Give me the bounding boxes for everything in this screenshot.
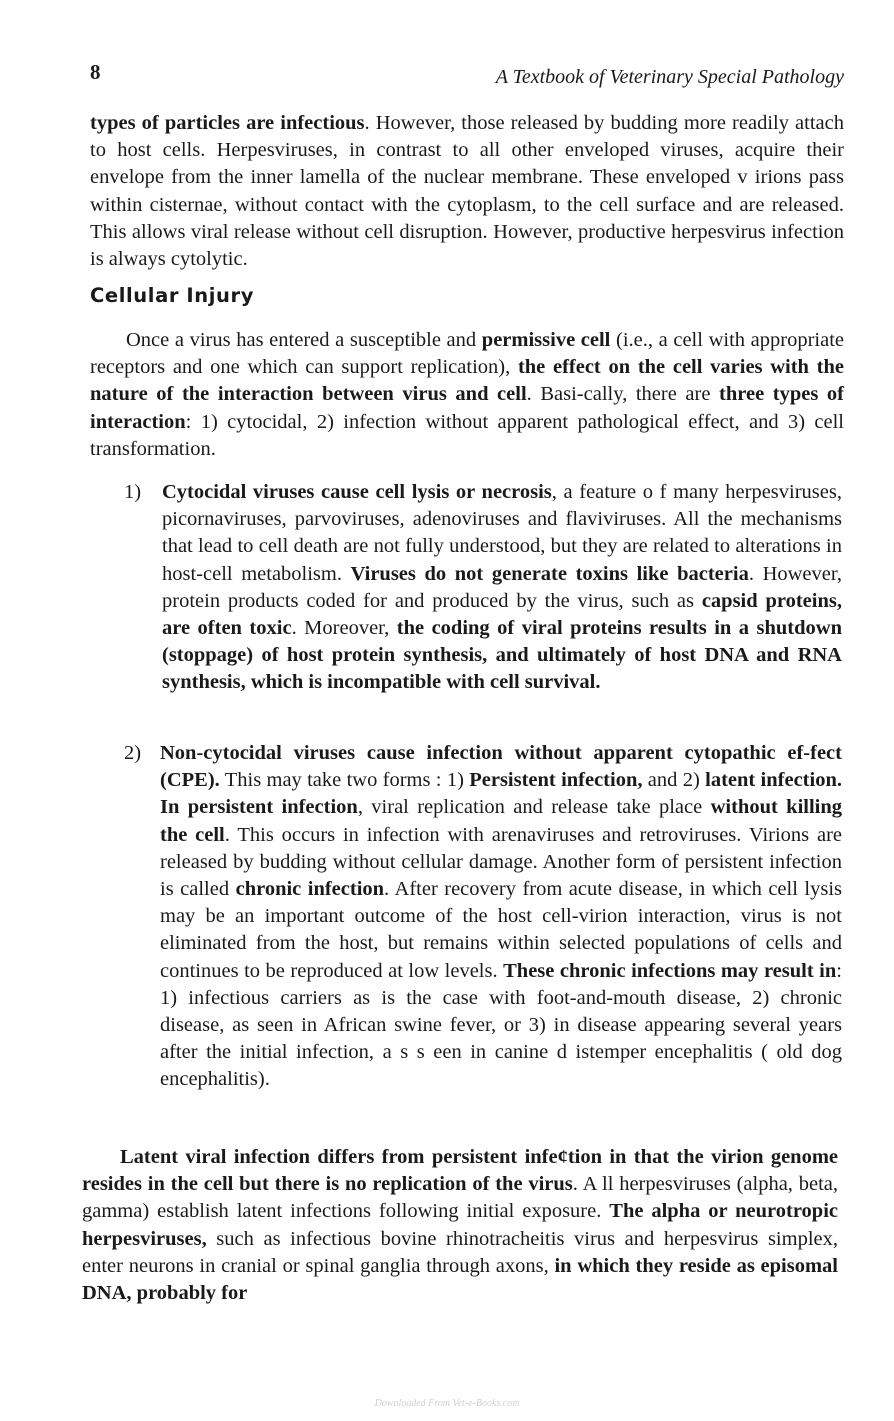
list-number: 1)	[124, 481, 142, 503]
bold-text-run: without killing the cell	[160, 796, 842, 846]
text-run: . Moreover,	[291, 617, 397, 640]
list-item-body	[162, 479, 842, 697]
text-run: : 1) cytocidal, 2) infection without apparent pathological effect, and 3) cell transformation.	[90, 410, 844, 460]
text-run: . However, protein products coded for and produced by the virus, such as	[162, 562, 843, 612]
bold-text-run: Persistent infection,	[469, 769, 643, 792]
page-number: 8	[90, 60, 101, 84]
text-run: such as infectious bovine rhinotracheitis virus and herpesvirus simplex, enter neurons in cranial or spinal ganglia through axons,	[82, 1227, 838, 1277]
download-watermark: Downloaded From Vet-e-Books.com	[374, 1398, 520, 1409]
bold-text-run: Viruses do not generate toxins like bacteria	[350, 562, 749, 585]
bold-text-run: Cytocidal viruses cause cell lysis or necrosis	[162, 481, 552, 503]
list-item-cytocidal	[124, 479, 844, 729]
latent-infection-paragraph	[82, 1144, 838, 1307]
text-run: , viral replication and release take place	[357, 796, 711, 819]
cellular-injury-paragraph	[90, 327, 844, 463]
bold-text-run: capsid proteins, are often toxic	[162, 589, 842, 640]
text-run: , a feature o f many herpesviruses, picornaviruses, parvoviruses, adenoviruses and flaviviruses. All the mechanisms that lead to cell death are not fully understood, but they are related to alterations in host-cell metabolism.	[162, 481, 842, 585]
bold-text-run: chronic infection	[235, 878, 385, 901]
bold-text-run: Latent viral infection differs from persistent infe¢tion in that the virion genome resides in the cell but there is no replication of the virus	[82, 1146, 838, 1196]
text-run: . A ll herpesviruses (alpha, beta, gamma) establish latent infections following initial exposure.	[82, 1173, 838, 1223]
list-item-body	[160, 740, 842, 1094]
text-run: . However, those released by budding more readily attach to host cells. Herpesviruses, in contrast to all other enveloped viruses, acquire their envelope from the inner lamella of the nuclear membrane. These enveloped v irions pass within cisternae, without contact with the cytoplasm, to the cell surface and are released. This allows viral release without cell disruption. However, productive herpesvirus infection is always cytolytic.	[90, 112, 844, 271]
list-number: 2)	[124, 742, 142, 764]
bold-text-run: latent infection. In persistent infection	[160, 769, 842, 819]
bold-text-run: permissive cell	[481, 329, 611, 351]
text-run: . This occurs in infection with arenaviruses and retroviruses. Virions are released by budding without cellular damage. Another form of persistent infection is called	[160, 823, 843, 901]
text-run: . Basi-cally, there are	[526, 383, 720, 406]
intro-paragraph	[90, 110, 844, 273]
bold-text-run: Non-cytocidal viruses cause infection without apparent cytopathic ef-fect (CPE).	[160, 742, 842, 792]
bold-text-run: three types of interaction	[90, 383, 844, 433]
section-heading: Cellular Injury	[90, 284, 255, 307]
bold-text-run: These chronic infections may result in	[503, 959, 837, 982]
text-run: . After recovery from acute disease, in which cell lysis may be an important outcome of the host cell-virion interaction, virus is not eliminated from the host, but remains within selected populations of cells and continues to be reproduced at low levels.	[160, 878, 842, 982]
bold-text-run: The alpha or neurotropic herpesviruses,	[82, 1200, 839, 1250]
text-run: This may take two forms : 1)	[219, 769, 470, 792]
running-title: A Textbook of Veterinary Special Pathology	[495, 66, 844, 88]
text-run: and 2)	[642, 769, 706, 792]
bold-text-run: in which they reside as episomal DNA, probably for	[82, 1254, 838, 1305]
text-run: Once a virus has entered a susceptible and	[126, 329, 482, 351]
bold-text-run: the effect on the cell varies with the nature of the interaction between virus and cell	[90, 356, 844, 406]
text-run: (i.e., a cell with appropriate receptors and one which can support replication),	[90, 329, 844, 379]
bold-text-run: the coding of viral proteins results in a shutdown (stoppage) of host protein synthesis, and ultimately of host DNA and RNA synthesis, which is incompatible with cell survival.	[162, 617, 842, 694]
list-item-non-cytocidal	[124, 740, 844, 1130]
text-run: : 1) infectious carriers as is the case with foot-and-mouth disease, 2) chronic disease, as seen in African swine fever, or 3) in disease appearing several years after the initial infection, a s s een in canine d istemper encephalitis ( old dog encephalitis).	[160, 959, 842, 1091]
bold-text-run: types of particles are infectious	[90, 112, 365, 134]
